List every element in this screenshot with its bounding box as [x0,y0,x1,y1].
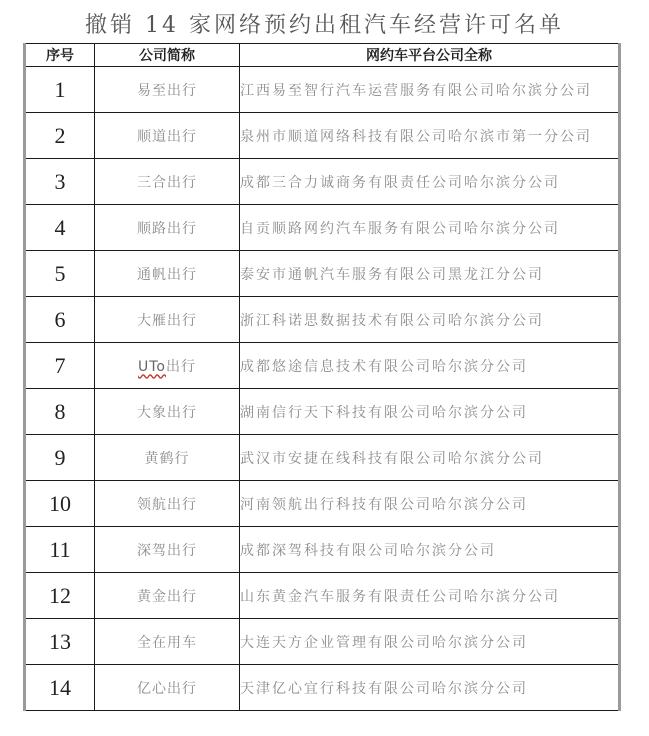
company-short-name: 黄鹤行 [95,435,240,481]
company-short-name: 深驾出行 [95,527,240,573]
revocation-list-table [23,43,621,711]
table-row [25,67,620,113]
table-row [25,481,620,527]
row-number: 5 [25,251,95,297]
table-row [25,343,620,389]
table-row [25,297,620,343]
company-full-name: 成都三合力诚商务有限责任公司哈尔滨分公司 [240,159,620,205]
header-serial-number: 序号 [25,44,95,67]
company-short-name: 黄金出行 [95,573,240,619]
company-full-name: 成都深驾科技有限公司哈尔滨分公司 [240,527,620,573]
spellcheck-underlined-text: UTo [138,358,166,375]
row-number: 9 [25,435,95,481]
company-short-name: 通帆出行 [95,251,240,297]
company-full-name: 成都悠途信息技术有限公司哈尔滨分公司 [240,343,620,389]
company-full-name: 江西易至智行汽车运营服务有限公司哈尔滨分公司 [240,67,620,113]
table-row [25,159,620,205]
table-row [25,205,620,251]
row-number: 2 [25,113,95,159]
row-number: 3 [25,159,95,205]
table-row [25,389,620,435]
company-short-name [95,343,240,389]
row-number: 11 [25,527,95,573]
short-name-suffix: 出行 [166,358,196,375]
header-short-name: 公司简称 [95,44,240,67]
company-full-name: 泰安市通帆汽车服务有限公司黑龙江分公司 [240,251,620,297]
row-number: 1 [25,67,95,113]
header-full-name: 网约车平台公司全称 [240,44,620,67]
company-short-name: 领航出行 [95,481,240,527]
company-full-name: 湖南信行天下科技有限公司哈尔滨分公司 [240,389,620,435]
company-short-name: 顺道出行 [95,113,240,159]
company-full-name: 天津亿心宜行科技有限公司哈尔滨分公司 [240,665,620,711]
row-number: 8 [25,389,95,435]
table-row [25,665,620,711]
table-row [25,619,620,665]
row-number: 6 [25,297,95,343]
row-number: 10 [25,481,95,527]
company-short-name: 亿心出行 [95,665,240,711]
row-number: 13 [25,619,95,665]
company-short-name: 顺路出行 [95,205,240,251]
document-title: 撤销 14 家网络预约出租汽车经营许可名单 [85,13,564,38]
table-header-row [25,44,620,67]
row-number: 14 [25,665,95,711]
company-full-name: 自贡顺路网约汽车服务有限公司哈尔滨分公司 [240,205,620,251]
company-full-name: 山东黄金汽车服务有限责任公司哈尔滨分公司 [240,573,620,619]
table-row [25,573,620,619]
company-short-name: 易至出行 [95,67,240,113]
company-full-name: 泉州市顺道网络科技有限公司哈尔滨市第一分公司 [240,113,620,159]
company-short-name: 三合出行 [95,159,240,205]
company-full-name: 武汉市安捷在线科技有限公司哈尔滨分公司 [240,435,620,481]
company-full-name: 大连天方企业管理有限公司哈尔滨分公司 [240,619,620,665]
row-number: 4 [25,205,95,251]
row-number: 7 [25,343,95,389]
table-row [25,113,620,159]
company-short-name: 大雁出行 [95,297,240,343]
company-short-name: 大象出行 [95,389,240,435]
row-number: 12 [25,573,95,619]
company-full-name: 浙江科诺思数据技术有限公司哈尔滨分公司 [240,297,620,343]
table-row [25,527,620,573]
company-full-name: 河南领航出行科技有限公司哈尔滨分公司 [240,481,620,527]
table-row [25,435,620,481]
table-row [25,251,620,297]
company-short-name: 全在用车 [95,619,240,665]
